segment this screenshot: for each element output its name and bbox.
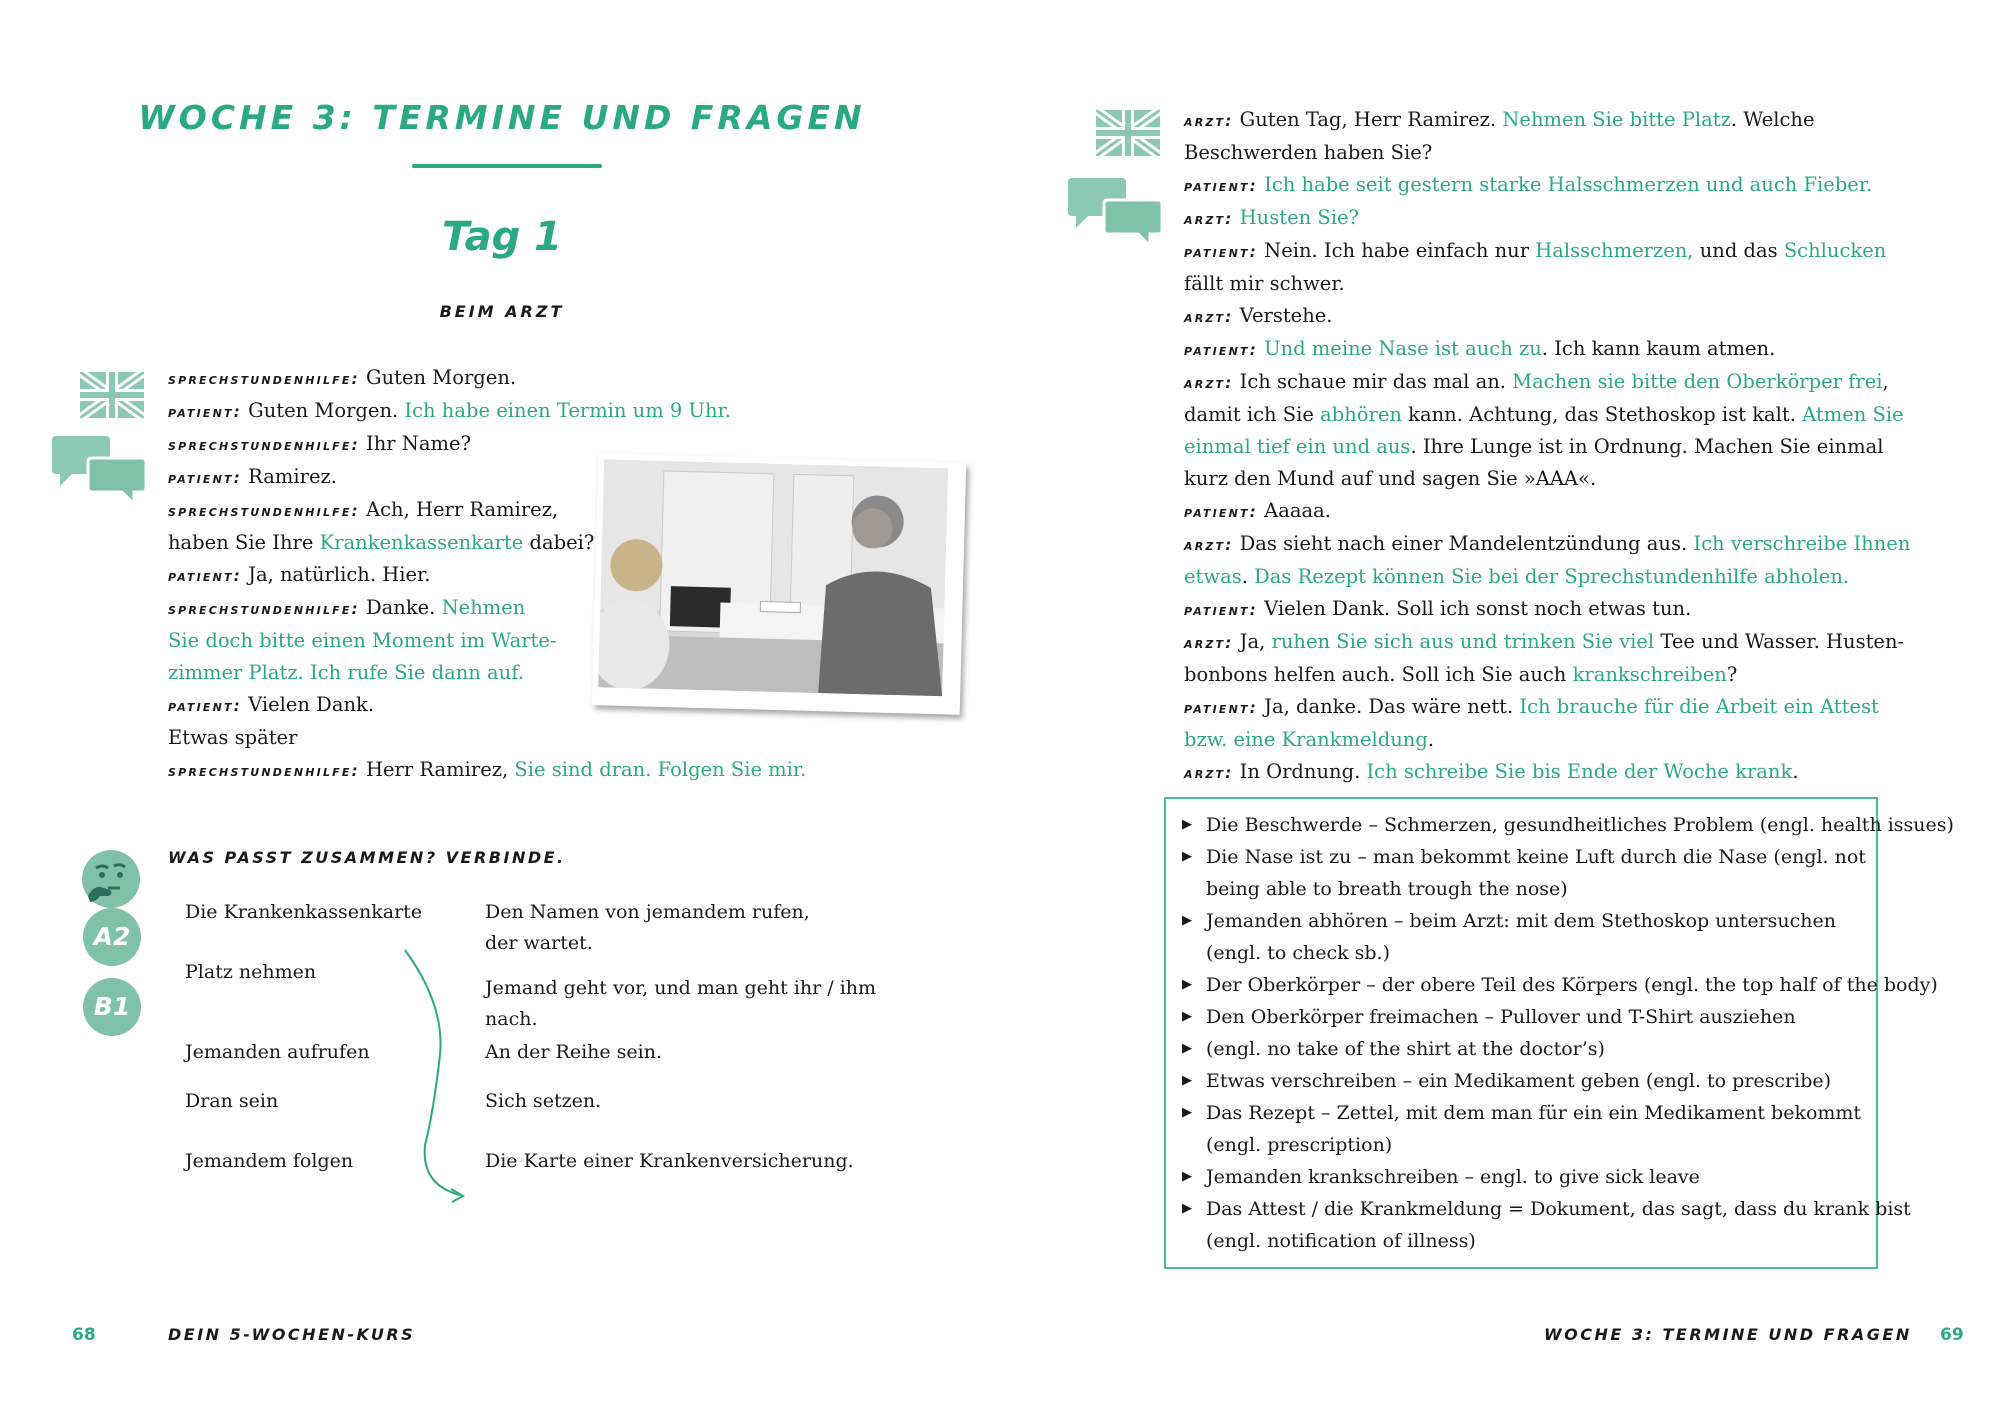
running-footer: DEIN 5-WOCHEN-KURS [168, 1325, 416, 1344]
vocab-text: Den Oberkörper freimachen – Pullover und T-Shirt ausziehen [1206, 1006, 1796, 1028]
dialogue-text: Ja, natürlich. Hier. [241, 563, 431, 586]
vocab-text: (engl. to check sb.) [1206, 942, 1391, 964]
dialogue-line [1184, 756, 1910, 789]
dialogue-text: Ach, Herr Ramirez, [359, 498, 559, 521]
key-phrase: Sie doch bitte einen Moment im Warte- [168, 629, 557, 652]
dialogue-line [1184, 528, 1910, 561]
dialogue-text: . Ich kann kaum atmen. [1541, 337, 1776, 360]
title-underline [412, 164, 602, 168]
speaker-label: patient: [1184, 177, 1258, 195]
vocab-text: Die Beschwerde – Schmerzen, gesundheitliches Problem (engl. health issues) [1206, 814, 1954, 836]
chapter-title: WOCHE 3: TERMINE UND FRAGEN [138, 98, 866, 137]
key-phrase: einmal tief ein und aus [1184, 435, 1411, 458]
vocab-text: (engl. prescription) [1206, 1134, 1393, 1156]
vocab-item [1182, 905, 1876, 969]
dialogue-line [1184, 463, 1910, 495]
dialogue-line [1184, 495, 1910, 528]
dialogue-text: ? [1726, 663, 1738, 686]
match-term[interactable]: Jemandem folgen [185, 1150, 354, 1172]
vocab-text: Etwas verschreiben – ein Medikament geben (engl. to prescribe) [1206, 1070, 1832, 1092]
dialogue-line [168, 754, 806, 787]
key-phrase: etwas [1184, 565, 1242, 588]
dialogue-text: . Welche [1730, 108, 1815, 131]
key-phrase: Halsschmerzen, [1535, 239, 1694, 262]
page-number: 69 [1940, 1325, 1964, 1345]
key-phrase: bzw. eine Krankmeldung [1184, 728, 1428, 751]
bullet-triangle-icon: ▶ [1182, 1105, 1192, 1120]
bullet-triangle-icon: ▶ [1182, 1009, 1192, 1024]
dialogue-text: Etwas später [168, 726, 298, 749]
speaker-label: sprechstundenhilfe: [168, 762, 360, 780]
level-badge-a2: A2 [83, 908, 141, 966]
dialogue-text: Beschwerden haben Sie? [1184, 141, 1433, 164]
key-phrase: Das Rezept können Sie bei der Sprechstundenhilfe abholen. [1254, 565, 1850, 588]
key-phrase: Husten Sie? [1233, 206, 1359, 229]
match-term[interactable]: Die Krankenkassenkarte [185, 901, 423, 923]
dialogue-text: . Ihre Lunge ist in Ordnung. Machen Sie einmal [1410, 435, 1884, 458]
dialogue-line [1184, 202, 1910, 235]
speaker-label: patient: [1184, 503, 1258, 521]
match-definition[interactable]: An der Reihe sein. [485, 1041, 663, 1063]
vocab-item [1182, 1161, 1876, 1193]
thinking-face-icon [80, 848, 142, 910]
vocab-text: Der Oberkörper – der obere Teil des Körpers (engl. the top half of the body) [1206, 974, 1938, 996]
dialogue-line [1184, 169, 1910, 202]
doctor-reception-photo [592, 453, 966, 715]
vocab-text: Jemanden abhören – beim Arzt: mit dem Stethoskop untersuchen [1206, 910, 1836, 932]
dialogue-text: fällt mir schwer. [1184, 272, 1345, 295]
speaker-label: patient: [1184, 601, 1258, 619]
dialogue-text: Vielen Dank. [241, 693, 375, 716]
speaker-label: patient: [1184, 699, 1258, 717]
speaker-label: patient: [168, 403, 242, 421]
vocab-text: Das Attest / die Krankmeldung = Dokument, das sagt, dass du krank bist [1206, 1198, 1911, 1220]
speaker-label: patient: [1184, 243, 1258, 261]
key-phrase: Machen sie bitte den Oberkörper frei [1512, 370, 1883, 393]
bullet-triangle-icon: ▶ [1182, 1201, 1192, 1216]
right-page [1004, 0, 2008, 1417]
dialogue-text: Ramirez. [241, 465, 337, 488]
bullet-triangle-icon: ▶ [1182, 817, 1192, 832]
level-badge-b1: B1 [83, 978, 141, 1036]
dialogue-text: . [1241, 565, 1255, 588]
page-number: 68 [72, 1325, 96, 1345]
dialogue-line [1184, 399, 1910, 431]
dialogue-line [1184, 137, 1910, 169]
dialogue-text: Ihr Name? [359, 432, 471, 455]
running-footer: WOCHE 3: TERMINE UND FRAGEN [1544, 1325, 1912, 1344]
dialogue-text: Ja, [1233, 630, 1272, 653]
dialogue-text: bonbons helfen auch. Soll ich Sie auch [1184, 663, 1573, 686]
connect-arrow [395, 945, 475, 1205]
speaker-label: patient: [168, 469, 242, 487]
dialogue-text: kann. Achtung, das Stethoskop ist kalt. [1401, 403, 1803, 426]
key-phrase: zimmer Platz. Ich rufe Sie dann auf. [168, 661, 524, 684]
vocab-item [1182, 969, 1938, 1001]
speaker-label: sprechstundenhilfe: [168, 436, 360, 454]
dialogue-line [1184, 593, 1910, 626]
vocab-item [1182, 1097, 1876, 1161]
exercise-title: WAS PASST ZUSAMMEN? VERBINDE. [168, 848, 566, 867]
key-phrase: Und meine Nase ist auch zu [1257, 337, 1542, 360]
dialogue-line [1184, 300, 1910, 333]
dialogue-text: In Ordnung. [1233, 760, 1367, 783]
dialogue-line [1184, 659, 1910, 691]
dialogue-text: Vielen Dank. Soll ich sonst noch etwas tun. [1257, 597, 1692, 620]
key-phrase: krankschreiben [1572, 663, 1727, 686]
dialogue-line [1184, 431, 1910, 463]
dialogue-line [168, 362, 806, 395]
dialogue-line [1184, 561, 1910, 593]
key-phrase: Ich verschreibe Ihnen [1693, 532, 1911, 555]
dialogue-text: kurz den Mund auf und sagen Sie »AAA«. [1184, 467, 1597, 490]
bullet-triangle-icon: ▶ [1182, 849, 1192, 864]
vocab-item [1182, 1193, 1911, 1257]
vocab-text: Das Rezept – Zettel, mit dem man für ein ein Medikament bekommt [1206, 1102, 1862, 1124]
vocabulary-box [1164, 797, 1954, 1269]
key-phrase: Ich habe einen Termin um 9 Uhr. [404, 399, 731, 422]
dialogue-text: Guten Tag, Herr Ramirez. [1233, 108, 1503, 131]
day-heading: Tag 1 [442, 214, 562, 260]
speaker-label: patient: [168, 567, 242, 585]
match-definition[interactable]: Sich setzen. [485, 1090, 602, 1112]
vocab-text: (engl. notification of illness) [1206, 1230, 1476, 1252]
speaker-label: arzt: [1184, 112, 1234, 130]
speech-bubbles-icon [1068, 176, 1164, 248]
vocab-text: being able to breath trough the nose) [1206, 878, 1568, 900]
speaker-label: arzt: [1184, 210, 1234, 228]
bullet-triangle-icon: ▶ [1182, 977, 1192, 992]
key-phrase: Ich habe seit gestern starke Halsschmerzen und auch Fieber. [1257, 173, 1873, 196]
dialogue-text: Herr Ramirez, [359, 758, 515, 781]
match-term[interactable]: Platz nehmen [185, 961, 317, 983]
dialogue-text: Ich schaue mir das mal an. [1233, 370, 1513, 393]
vocab-item [1182, 809, 1954, 841]
key-phrase: ruhen Sie sich aus und trinken Sie viel [1271, 630, 1655, 653]
match-definition[interactable]: Die Karte einer Krankenversicherung. [485, 1150, 854, 1172]
key-phrase: Nehmen Sie bitte Platz [1502, 108, 1731, 131]
speaker-label: arzt: [1184, 634, 1234, 652]
dialogue-text: Danke. [359, 596, 442, 619]
speaker-label: patient: [168, 697, 242, 715]
vocab-text: Jemanden krankschreiben – engl. to give sick leave [1206, 1166, 1700, 1188]
vocab-text: (engl. no take of the shirt at the doctor’s) [1206, 1038, 1605, 1060]
dialogue-line [1184, 235, 1910, 268]
dialogue-text: Guten Morgen. [241, 399, 405, 422]
uk-flag-icon [1096, 110, 1160, 156]
dialogue-text: Aaaaa. [1257, 499, 1331, 522]
match-definition: der wartet. [485, 932, 593, 954]
speaker-label: arzt: [1184, 308, 1234, 326]
key-phrase: Nehmen [441, 596, 526, 619]
vocab-item [1182, 1001, 1876, 1033]
dialogue-text: . [1427, 728, 1435, 751]
speaker-label: sprechstundenhilfe: [168, 502, 360, 520]
vocab-text: Die Nase ist zu – man bekommt keine Luft durch die Nase (engl. not [1206, 846, 1866, 868]
vocabulary-list [1166, 799, 1954, 1257]
dialogue-text: Guten Morgen. [359, 366, 517, 389]
key-phrase: Sie sind dran. Folgen Sie mir. [514, 758, 807, 781]
dialogue-text: haben Sie Ihre [168, 531, 320, 554]
key-phrase: abhören [1320, 403, 1402, 426]
dialogue-text: Tee und Wasser. Husten- [1654, 630, 1905, 653]
dialogue-line [168, 395, 806, 428]
dialogue-text: , [1882, 370, 1889, 393]
speaker-label: sprechstundenhilfe: [168, 600, 360, 618]
match-definition[interactable]: Jemand geht vor, und man geht ihr / ihm [485, 977, 877, 999]
dialogue-line [1184, 626, 1910, 659]
dialogue-line [1184, 104, 1910, 137]
match-term[interactable]: Dran sein [185, 1090, 279, 1112]
key-phrase: Krankenkassenkarte [319, 531, 524, 554]
match-definition[interactable]: Den Namen von jemandem rufen, [485, 901, 810, 923]
dialogue-line [1184, 333, 1910, 366]
dialogue-text: Das sieht nach einer Mandelentzündung aus. [1233, 532, 1694, 555]
dialogue-text: damit ich Sie [1184, 403, 1321, 426]
dialogue-line [1184, 691, 1910, 724]
dialogue-line [168, 722, 806, 754]
vocab-item [1182, 1065, 1876, 1097]
key-phrase: Ich brauche für die Arbeit ein Attest [1519, 695, 1879, 718]
vocab-item [1182, 1033, 1876, 1065]
dialogue-text: dabei? [523, 531, 595, 554]
dialogue-line [1184, 268, 1910, 300]
dialogue-text: und das [1693, 239, 1784, 262]
vocab-item [1182, 841, 1876, 905]
speaker-label: arzt: [1184, 374, 1234, 392]
key-phrase: Ich schreibe Sie bis Ende der Woche krank [1366, 760, 1793, 783]
dialogue-text: Verstehe. [1233, 304, 1333, 327]
speaker-label: arzt: [1184, 536, 1234, 554]
dialogue-text: Nein. Ich habe einfach nur [1257, 239, 1536, 262]
bullet-triangle-icon: ▶ [1182, 1041, 1192, 1056]
dialogue-line [1184, 724, 1910, 756]
bullet-triangle-icon: ▶ [1182, 913, 1192, 928]
bullet-triangle-icon: ▶ [1182, 1169, 1192, 1184]
match-term[interactable]: Jemanden aufrufen [185, 1041, 370, 1063]
uk-flag-icon [80, 372, 144, 418]
key-phrase: Schlucken [1783, 239, 1887, 262]
dialogue-line [1184, 366, 1910, 399]
speaker-label: sprechstundenhilfe: [168, 370, 360, 388]
bullet-triangle-icon: ▶ [1182, 1073, 1192, 1088]
speech-bubbles-icon [52, 434, 148, 506]
match-definition: nach. [485, 1008, 538, 1030]
speaker-label: patient: [1184, 341, 1258, 359]
dialogue-right [1184, 104, 1910, 789]
section-subtitle: BEIM ARZT [439, 302, 565, 321]
key-phrase: Atmen Sie [1802, 403, 1904, 426]
dialogue-text: Ja, danke. Das wäre nett. [1257, 695, 1520, 718]
dialogue-text: . [1792, 760, 1799, 783]
speaker-label: arzt: [1184, 764, 1234, 782]
